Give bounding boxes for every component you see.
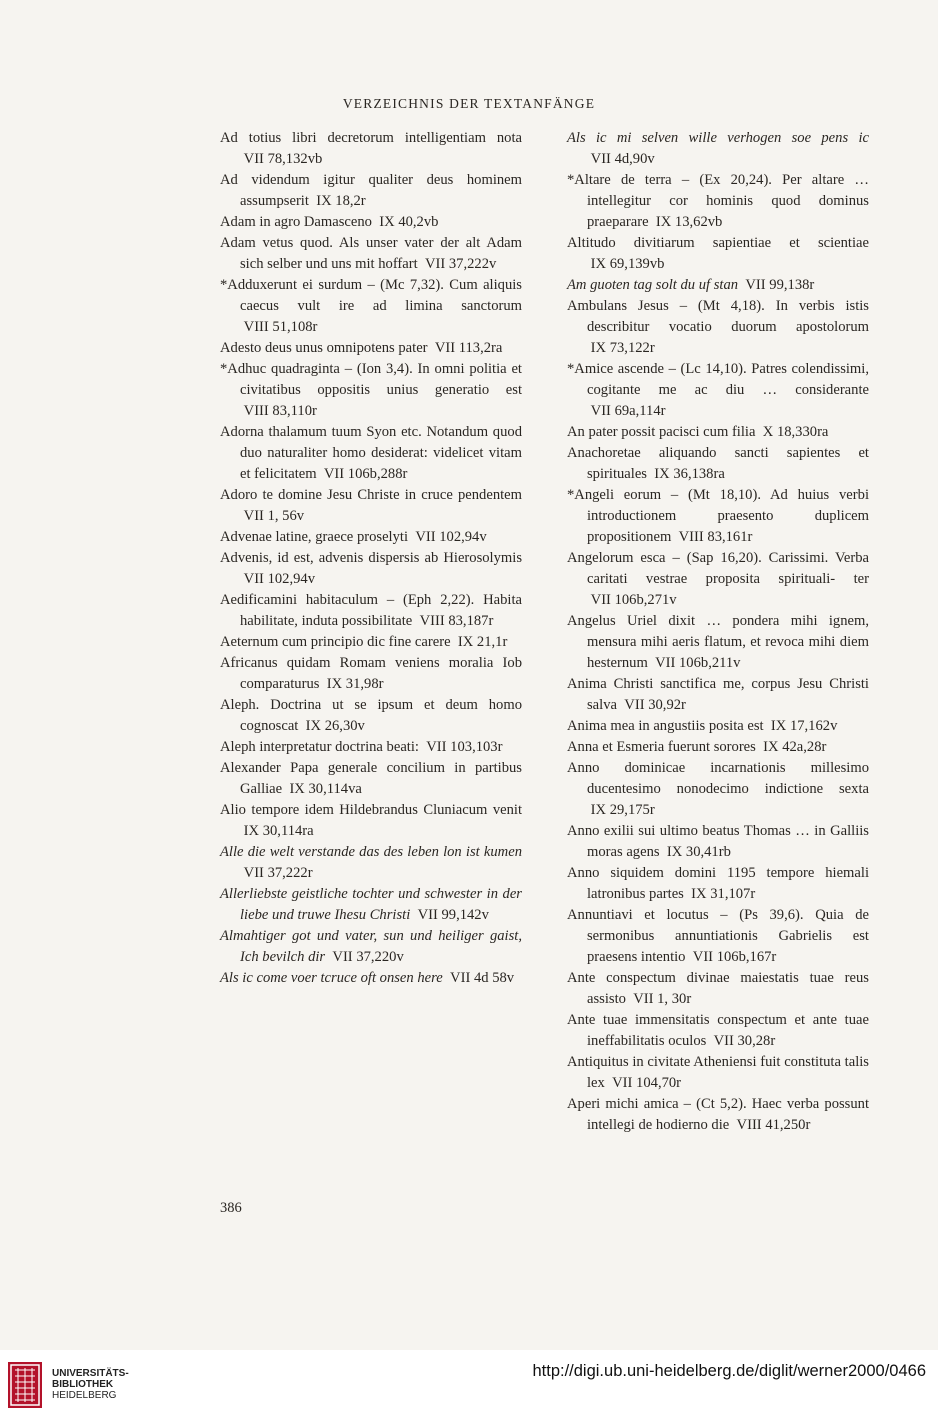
list-item: Aleph interpretatur doctrina beati: VII 103,103r bbox=[220, 739, 503, 755]
list-item: *Angeli eorum – (Mt 18,10). Ad huius verbi introductionem praesento duplicem propositionem VIII 83,161r bbox=[567, 487, 869, 545]
list-item: Altitudo divitiarum sapientiae et scientiae IX 69,139vb bbox=[567, 235, 869, 272]
library-logo-icon bbox=[8, 1362, 42, 1408]
list-item: Adam in agro Damasceno IX 40,2vb bbox=[220, 214, 439, 230]
list-item: Anima mea in angustiis posita est IX 17,162v bbox=[567, 718, 838, 734]
list-item: Aperi michi amica – (Ct 5,2). Haec verba possunt intellegi de hodierno die VIII 41,250r bbox=[567, 1096, 869, 1133]
list-item: *Altare de terra – (Ex 20,24). Per altare … intellegitur cor hominis quod dominus praeparare IX 13,62vb bbox=[567, 172, 869, 230]
page-number: 386 bbox=[220, 1200, 242, 1216]
list-item: Als ic mi selven wille verhogen soe pens ic VII 4d,90v bbox=[567, 130, 869, 167]
list-item: Adorna thalamum tuum Syon etc. Notandum quod duo naturaliter homo desiderat: videlicet vitam et felicitatem VII 106b,288r bbox=[220, 424, 522, 482]
list-item: *Adduxerunt ei surdum – (Mc 7,32). Cum aliquis caecus vult ire ad limina sanctorum VIII 51,108r bbox=[220, 277, 522, 335]
list-item: Africanus quidam Romam veniens moralia Iob comparaturus IX 31,98r bbox=[220, 655, 522, 692]
list-item: Anno dominicae incarnationis millesimo ducentesimo nonodecimo indictione sexta IX 29,175r bbox=[567, 760, 869, 818]
library-name bbox=[52, 1368, 129, 1401]
page-title: VERZEICHNIS DER TEXTANFÄNGE bbox=[342, 96, 596, 111]
list-item: Ambulans Jesus – (Mt 4,18). In verbis istis describitur vocatio duorum apostolorum IX 73,122r bbox=[567, 298, 869, 356]
list-item: Angelus Uriel dixit … pondera mihi ignem, mensura mihi aeris flatum, et revoca mihi diem hesternum VII 106b,211v bbox=[567, 613, 869, 671]
list-item: Ad totius libri decretorum intelligentiam nota VII 78,132vb bbox=[220, 130, 522, 167]
list-item: Ad videndum igitur qualiter deus hominem assumpserit IX 18,2r bbox=[220, 172, 522, 209]
list-item: Am guoten tag solt du uf stan VII 99,138r bbox=[567, 277, 815, 293]
list-item: Allerliebste geistliche tochter und schwester in der liebe und truwe Ihesu Christi VII 99,142v bbox=[220, 886, 522, 923]
list-item: Angelorum esca – (Sap 16,20). Carissimi. Verba caritati vestrae proposita spirituali- ter VII 106b,271v bbox=[567, 550, 869, 608]
index-column-right bbox=[567, 128, 869, 1136]
list-item: Anno siquidem domini 1195 tempore hiemali latronibus partes IX 31,107r bbox=[567, 865, 869, 902]
list-item: Adesto deus unus omnipotens pater VII 113,2ra bbox=[220, 340, 503, 356]
library-name-line2: BIBLIOTHEK bbox=[52, 1379, 114, 1390]
footer-bar bbox=[0, 1350, 938, 1419]
list-item: Anachoretae aliquando sancti sapientes et spirituales IX 36,138ra bbox=[567, 445, 869, 482]
index-column-left bbox=[220, 128, 522, 989]
list-item: An pater possit pacisci cum filia X 18,330ra bbox=[567, 424, 829, 440]
list-item: Anima Christi sanctifica me, corpus Jesu Christi salva VII 30,92r bbox=[567, 676, 869, 713]
list-item: Aleph. Doctrina ut se ipsum et deum homo cognoscat IX 26,30v bbox=[220, 697, 522, 734]
list-item: Ante conspectum divinae maiestatis tuae reus assisto VII 1, 30r bbox=[567, 970, 869, 1007]
source-url-link[interactable]: http://digi.ub.uni-heidelberg.de/diglit/werner2000/0466 bbox=[532, 1362, 926, 1380]
list-item: Adoro te domine Jesu Christe in cruce pendentem VII 1, 56v bbox=[220, 487, 522, 524]
list-item: Aeternum cum principio dic fine carere IX 21,1r bbox=[220, 634, 508, 650]
list-item: Alle die welt verstande das des leben lon ist kumen VII 37,222r bbox=[220, 844, 522, 881]
list-item: Alio tempore idem Hildebrandus Cluniacum venit IX 30,114ra bbox=[220, 802, 522, 839]
list-item: Annuntiavi et locutus – (Ps 39,6). Quia de sermonibus annuntiationis Gabrielis est praesens intentio VII 106b,167r bbox=[567, 907, 869, 965]
list-item: *Amice ascende – (Lc 14,10). Patres colendissimi, cogitante me ac diu … considerante VII 69a,114r bbox=[567, 361, 869, 419]
list-item: Anno exilii sui ultimo beatus Thomas … in Galliis moras agens IX 30,41rb bbox=[567, 823, 869, 860]
list-item: Anna et Esmeria fuerunt sorores IX 42a,28r bbox=[567, 739, 827, 755]
list-item: Ante tuae immensitatis conspectum et ante tuae ineffabilitatis oculos VII 30,28r bbox=[567, 1012, 869, 1049]
list-item: Antiquitus in civitate Atheniensi fuit constituta talis lex VII 104,70r bbox=[567, 1054, 869, 1091]
list-item: *Adhuc quadraginta – (Ion 3,4). In omni politia et civitatibus oppositis unius generatio est VIII 83,110r bbox=[220, 361, 522, 419]
list-item: Advenis, id est, advenis dispersis ab Hierosolymis VII 102,94v bbox=[220, 550, 522, 587]
list-item: Alexander Papa generale concilium in partibus Galliae IX 30,114va bbox=[220, 760, 522, 797]
list-item: Advenae latine, graece proselyti VII 102,94v bbox=[220, 529, 487, 545]
list-item: Almahtiger got und vater, sun und heiliger gaist, Ich bevilch dir VII 37,220v bbox=[220, 928, 522, 965]
list-item: Adam vetus quod. Als unser vater der alt Adam sich selber und uns mit hoffart VII 37,222v bbox=[220, 235, 522, 272]
library-name-line1: UNIVERSITÄTS- bbox=[52, 1368, 129, 1379]
list-item: Als ic come voer tcruce oft onsen here VII 4d 58v bbox=[220, 970, 515, 986]
list-item: Aedificamini habitaculum – (Eph 2,22). Habita habilitate, induta possibilitate VIII 83,187r bbox=[220, 592, 522, 629]
library-name-line3: HEIDELBERG bbox=[52, 1390, 117, 1401]
